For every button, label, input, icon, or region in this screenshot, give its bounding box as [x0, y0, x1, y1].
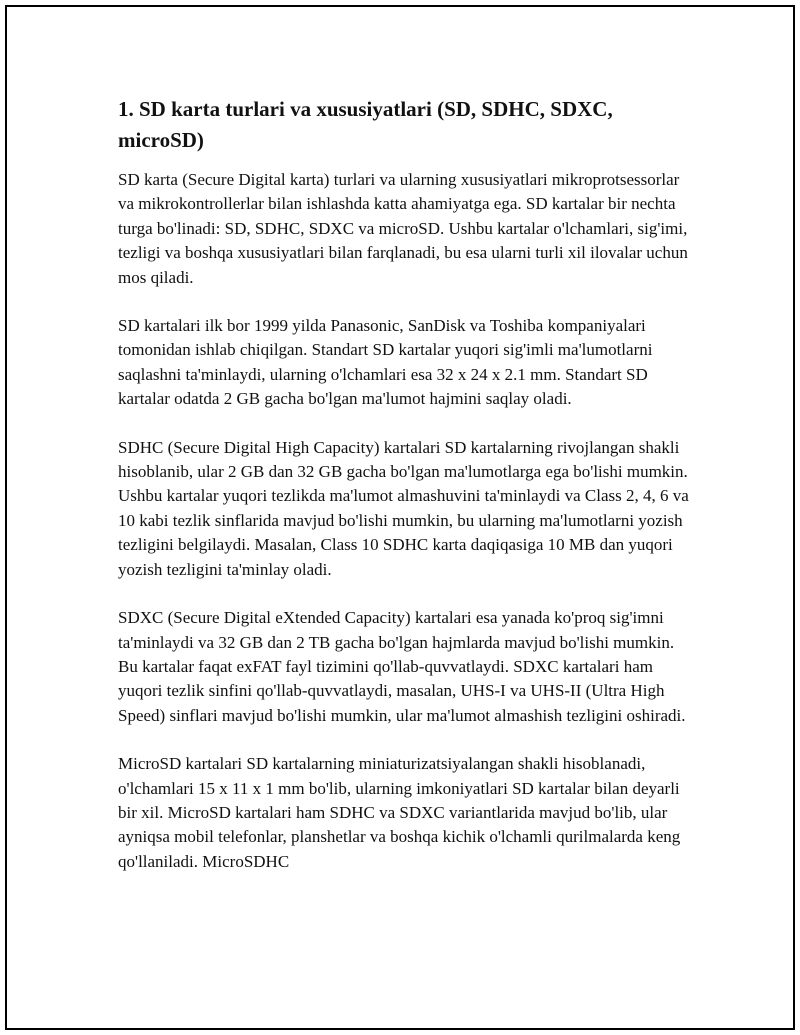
paragraph-sdxc: SDXC (Secure Digital eXtended Capacity) kartalari esa yanada ko'proq sig'imni ta'minlaydi va 32 GB dan 2 TB gacha bo'lgan hajmlarda mavjud bo'lishi mumkin. Bu kartalar faqat exFAT fayl tizimini qo'llab-quvvatlaydi. SDXC kartalari ham yuqori tezlik sinfini qo'llab-quvvatlaydi, masalan, UHS-I va UHS-II (Ultra High Speed) sinflari mavjud bo'lishi mumkin, ular ma'lumot almashish tezligini oshiradi.: [118, 608, 686, 725]
paragraph-sdhc: SDHC (Secure Digital High Capacity) kartalari SD kartalarning rivojlangan shakli hisoblanib, ular 2 GB dan 32 GB gacha bo'lgan ma'lumotlarga ega bo'lishi mumkin. Ushbu kartalar yuqori tezlikda ma'lumot almashuvini ta'minlaydi va Class 2, 4, 6 va 10 kabi tezlik sinflarida mavjud bo'lishi mumkin, bu ularning ma'lumotlarni yozish tezligini belgilaydi. Masalan, Class 10 SDHC karta daqiqasiga 10 MB dan yuqori yozish tezligini ta'minlay oladi.: [118, 437, 689, 579]
paragraph-sd: SD kartalari ilk bor 1999 yilda Panasonic, SanDisk va Toshiba kompaniyalari tomonidan ishlab chiqilgan. Standart SD kartalar yuqori sig'imli ma'lumotlarni saqlashni ta'minlaydi, ularning o'lchamlari esa 32 x 24 x 2.1 mm. Standart SD kartalar odatda 2 GB gacha bo'lgan ma'lumot hajmini saqlay oladi.: [118, 316, 653, 409]
paragraph-microsd: MicroSD kartalari SD kartalarning miniaturizatsiyalangan shakli hisoblanadi, o'lchamlari 15 x 11 x 1 mm bo'lib, ularning imkoniyatlari SD kartalar bilan deyarli bir xil. MicroSD kartalari ham SDHC va SDXC variantlarida mavjud bo'lib, ular ayniqsa mobil telefonlar, planshetlar va boshqa kichik o'lchamli qurilmalarda keng qo'llaniladi. MicroSDHC: [118, 754, 681, 871]
paragraph-intro: SD karta (Secure Digital karta) turlari va ularning xususiyatlari mikroprotsessorlar va mikrokontrollerlar bilan ishlashda katta ahamiyatga ega. SD kartalar bir nechta turga bo'linadi: SD, SDHC, SDXC va microSD. Ushbu kartalar o'lchamlari, sig'imi, tezligi va boshqa xususiyatlari bilan farqlanadi, bu esa ularni turli xil ilovalar uchun mos qiladi.: [118, 170, 688, 287]
section-heading: 1. SD karta turlari va xususiyatlari (SD, SDHC, SDXC, microSD): [118, 97, 613, 152]
document-body: [118, 94, 694, 898]
